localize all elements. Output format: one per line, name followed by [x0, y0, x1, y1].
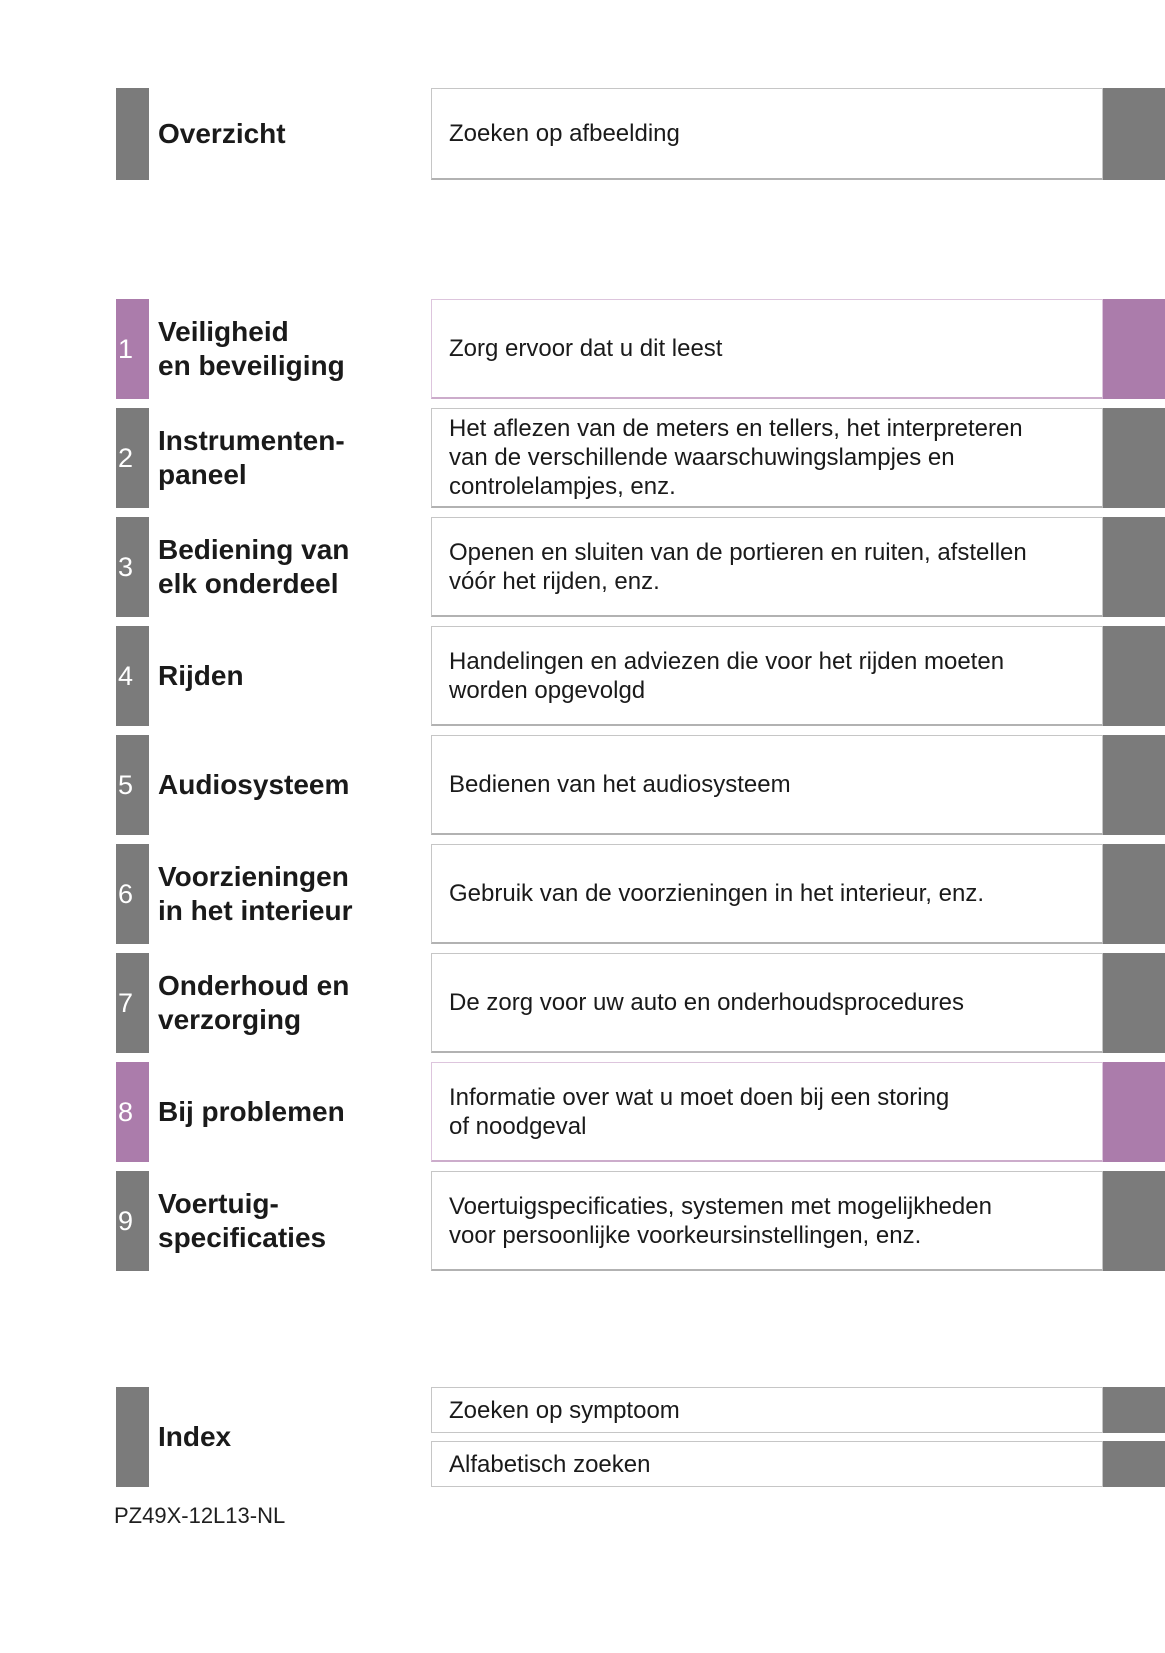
chapter-title: [149, 626, 431, 726]
chapter-edge-tab: [1103, 735, 1165, 835]
chapter-title-line: Instrumenten-: [158, 425, 345, 456]
chapter-title-line: Voorzieningen: [158, 861, 349, 892]
index-row: [0, 1387, 1165, 1487]
chapter-row: [0, 1062, 1165, 1162]
chapter-description-line: Informatie over wat u moet doen bij een storing: [449, 1083, 950, 1111]
chapter-title-line: Voertuig-: [158, 1188, 279, 1219]
chapter-number: 6: [118, 878, 134, 909]
chapter-title-line: in het interieur: [158, 895, 353, 926]
index-title-text: Index: [158, 1421, 232, 1452]
chapter-number: 4: [118, 660, 134, 691]
chapter-description-box: [431, 408, 1103, 508]
chapter-description-line: De zorg voor uw auto en onderhoudsprocedures: [449, 989, 964, 1016]
chapter-row: [0, 408, 1165, 508]
overview-title: [149, 88, 431, 180]
publication-code: PZ49X-12L13-NL: [114, 1503, 286, 1528]
chapter-description-box: [431, 953, 1103, 1053]
overview-row: [0, 88, 1165, 180]
chapter-title: [149, 844, 431, 944]
index-item-label: Alfabetisch zoeken: [449, 1450, 651, 1478]
chapter-number: 9: [118, 1205, 134, 1236]
overview-edge-tab: [1103, 88, 1165, 180]
chapter-number: 2: [118, 442, 134, 473]
chapter-number-tab: [116, 844, 149, 944]
chapter-description-line: worden opgevolgd: [449, 676, 646, 704]
chapter-number: 1: [118, 333, 134, 364]
overview-tab: [116, 88, 149, 180]
overview-title-text: Overzicht: [158, 118, 286, 149]
chapter-title-line: specificaties: [158, 1222, 327, 1253]
index-edge-tab: [1103, 1441, 1165, 1487]
index-item-label: Zoeken op symptoom: [449, 1396, 680, 1424]
chapter-row: [0, 1171, 1165, 1271]
chapter-number: 3: [118, 551, 134, 582]
chapter-number-tab: [116, 408, 149, 508]
chapter-edge-tab: [1103, 1062, 1165, 1162]
chapter-title: [149, 408, 431, 508]
chapter-title-line: elk onderdeel: [158, 568, 339, 599]
chapter-title-line: verzorging: [158, 1004, 302, 1035]
chapter-description-line: van de verschillende waarschuwingslampjes en: [449, 444, 955, 471]
chapter-description-line: controlelampjes, enz.: [449, 473, 676, 500]
chapter-number-tab: [116, 1171, 149, 1271]
chapter-number-tab: [116, 626, 149, 726]
chapter-number: 5: [118, 769, 134, 800]
chapter-description-box: [431, 517, 1103, 617]
chapter-description-line: voor persoonlijke voorkeursinstellingen, enz.: [449, 1221, 922, 1249]
chapter-description-box: [431, 1171, 1103, 1271]
chapter-row: [0, 626, 1165, 726]
index-items: [431, 1387, 1165, 1487]
chapter-description-line: Het aflezen van de meters en tellers, het interpreteren: [449, 415, 1023, 442]
chapter-description-line: Voertuigspecificaties, systemen met mogelijkheden: [449, 1192, 992, 1220]
chapter-description-box: [431, 844, 1103, 944]
overview-description-box: [431, 88, 1103, 180]
chapter-title: [149, 735, 431, 835]
index-edge-tab: [1103, 1387, 1165, 1433]
index-tab: [116, 1387, 149, 1487]
chapter-description-box: [431, 735, 1103, 835]
chapter-title-line: Bij problemen: [158, 1096, 345, 1127]
index-item-box: [431, 1441, 1103, 1487]
chapter-title-line: Rijden: [158, 660, 244, 691]
chapter-number: 7: [118, 987, 134, 1018]
chapter-title-line: en beveiliging: [158, 350, 345, 381]
chapter-description-line: Openen en sluiten van de portieren en ruiten, afstellen: [449, 538, 1027, 566]
chapter-description-line: of noodgeval: [449, 1112, 587, 1140]
chapter-description-box: [431, 626, 1103, 726]
chapter-title: [149, 517, 431, 617]
chapter-title-line: Veiligheid: [158, 316, 289, 347]
chapter-edge-tab: [1103, 299, 1165, 399]
chapter-description-line: Bedienen van het audiosysteem: [449, 771, 791, 798]
index-item: [431, 1387, 1165, 1433]
chapter-title-line: Onderhoud en: [158, 970, 350, 1001]
chapter-description-line: vóór het rijden, enz.: [449, 567, 660, 595]
index-item: [431, 1441, 1165, 1487]
chapter-edge-tab: [1103, 626, 1165, 726]
chapter-title: [149, 1062, 431, 1162]
chapter-title-line: Audiosysteem: [158, 769, 350, 800]
chapter-description-line: Gebruik van de voorzieningen in het interieur, enz.: [449, 880, 984, 907]
index-title: [149, 1387, 431, 1487]
chapter-edge-tab: [1103, 844, 1165, 944]
chapter-title: [149, 953, 431, 1053]
chapter-row: [0, 299, 1165, 399]
chapter-description-line: Zorg ervoor dat u dit leest: [449, 335, 723, 362]
chapter-row: [0, 953, 1165, 1053]
overview-description: Zoeken op afbeelding: [449, 120, 680, 147]
chapter-edge-tab: [1103, 953, 1165, 1053]
index-item-box: [431, 1387, 1103, 1433]
chapter-row: [0, 517, 1165, 617]
chapter-description-line: Handelingen en adviezen die voor het rijden moeten: [449, 647, 1005, 675]
chapter-row: [0, 844, 1165, 944]
chapter-edge-tab: [1103, 517, 1165, 617]
chapter-title: [149, 299, 431, 399]
chapter-row: [0, 735, 1165, 835]
chapter-title-line: Bediening van: [158, 534, 350, 565]
chapter-description-box: [431, 1062, 1103, 1162]
chapter-title-line: paneel: [158, 459, 247, 490]
chapter-number-tab: [116, 735, 149, 835]
chapter-list: [0, 299, 1165, 1271]
chapter-edge-tab: [1103, 1171, 1165, 1271]
chapter-number: 8: [118, 1096, 134, 1127]
chapter-number-tab: [116, 299, 149, 399]
chapter-number-tab: [116, 517, 149, 617]
chapter-description-box: [431, 299, 1103, 399]
chapter-number-tab: [116, 953, 149, 1053]
chapter-number-tab: [116, 1062, 149, 1162]
chapter-title: [149, 1171, 431, 1271]
chapter-edge-tab: [1103, 408, 1165, 508]
